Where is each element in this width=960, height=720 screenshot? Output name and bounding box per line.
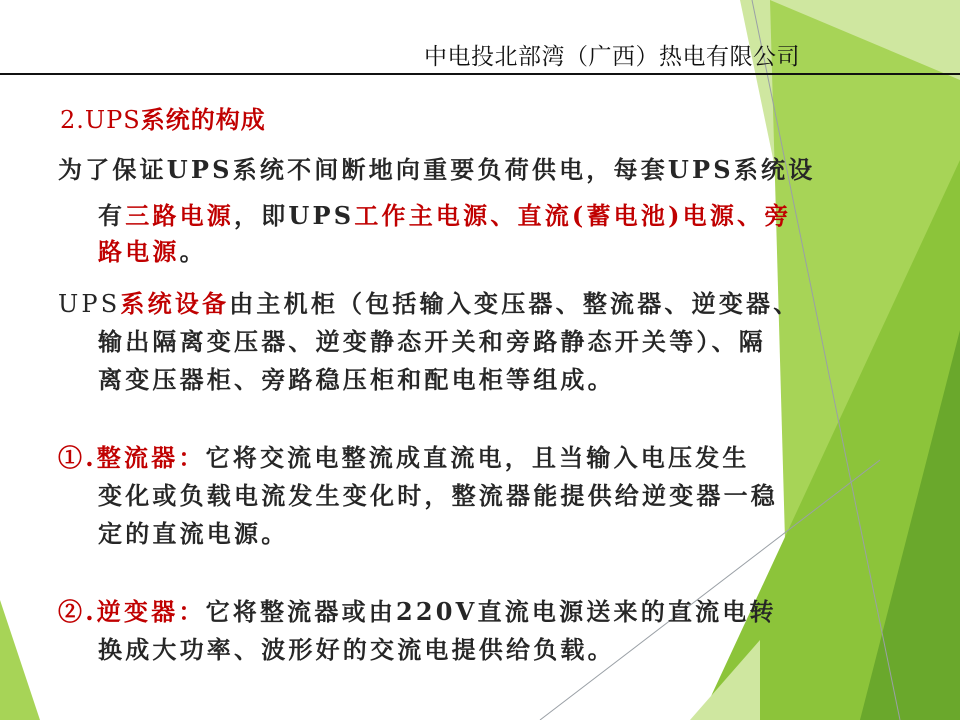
company-name: 中电投北部湾（广西）热电有限公司 bbox=[424, 44, 800, 70]
section-prefix: UPS bbox=[84, 106, 141, 134]
section-title bbox=[60, 100, 266, 135]
para1-l3-b: 。 bbox=[179, 237, 207, 266]
section-title-text: 系统的构成 bbox=[140, 105, 266, 134]
item2-marker: ②. bbox=[58, 597, 97, 626]
item1-line1 bbox=[58, 438, 750, 473]
item1-line2: 变化或负载电流发生变化时，整流器能提供给逆变器一稳 bbox=[98, 481, 778, 510]
item2-term: 逆变器： bbox=[96, 597, 206, 626]
para1-line1: 为了保证UPS系统不间断地向重要负荷供电，每套UPS系统设 bbox=[58, 155, 816, 184]
highlight-system-equipment: 系统设备 bbox=[120, 289, 230, 318]
para2-l1-c: 由主机柜（包括输入变压器、整流器、逆变器、 bbox=[229, 289, 801, 318]
item1-text1: 它将交流电整流成直流电，且当输入电压发生 bbox=[205, 443, 750, 472]
item2-line1 bbox=[58, 592, 777, 627]
highlight-source-list: 工作主电源、直流(蓄电池)电源、旁 bbox=[354, 201, 792, 230]
highlight-bypass-source: 路电源 bbox=[98, 237, 180, 266]
para2-line3: 离变压器柜、旁路稳压柜和配电柜等组成。 bbox=[98, 365, 615, 394]
highlight-three-sources: 三路电源 bbox=[125, 201, 235, 230]
para1-line2 bbox=[98, 196, 791, 231]
item2-text1: 它将整流器或由220V直流电源送来的直流电转 bbox=[205, 597, 777, 626]
item1-line3: 定的直流电源。 bbox=[98, 519, 289, 548]
para1-l2-c: ，即UPS bbox=[234, 201, 355, 230]
item1-term: 整流器： bbox=[96, 443, 206, 472]
para1-line3 bbox=[98, 232, 207, 267]
para2-line2: 输出隔离变压器、逆变静态开关和旁路静态开关等）、隔 bbox=[98, 327, 766, 356]
para2-line1 bbox=[58, 284, 800, 319]
para1-l2-a: 有 bbox=[98, 201, 126, 230]
section-number: 2. bbox=[60, 106, 85, 134]
item2-line2: 换成大功率、波形好的交流电提供给负载。 bbox=[98, 635, 615, 664]
item1-marker: ①. bbox=[58, 443, 97, 472]
para2-l1-a: UPS bbox=[58, 290, 121, 318]
